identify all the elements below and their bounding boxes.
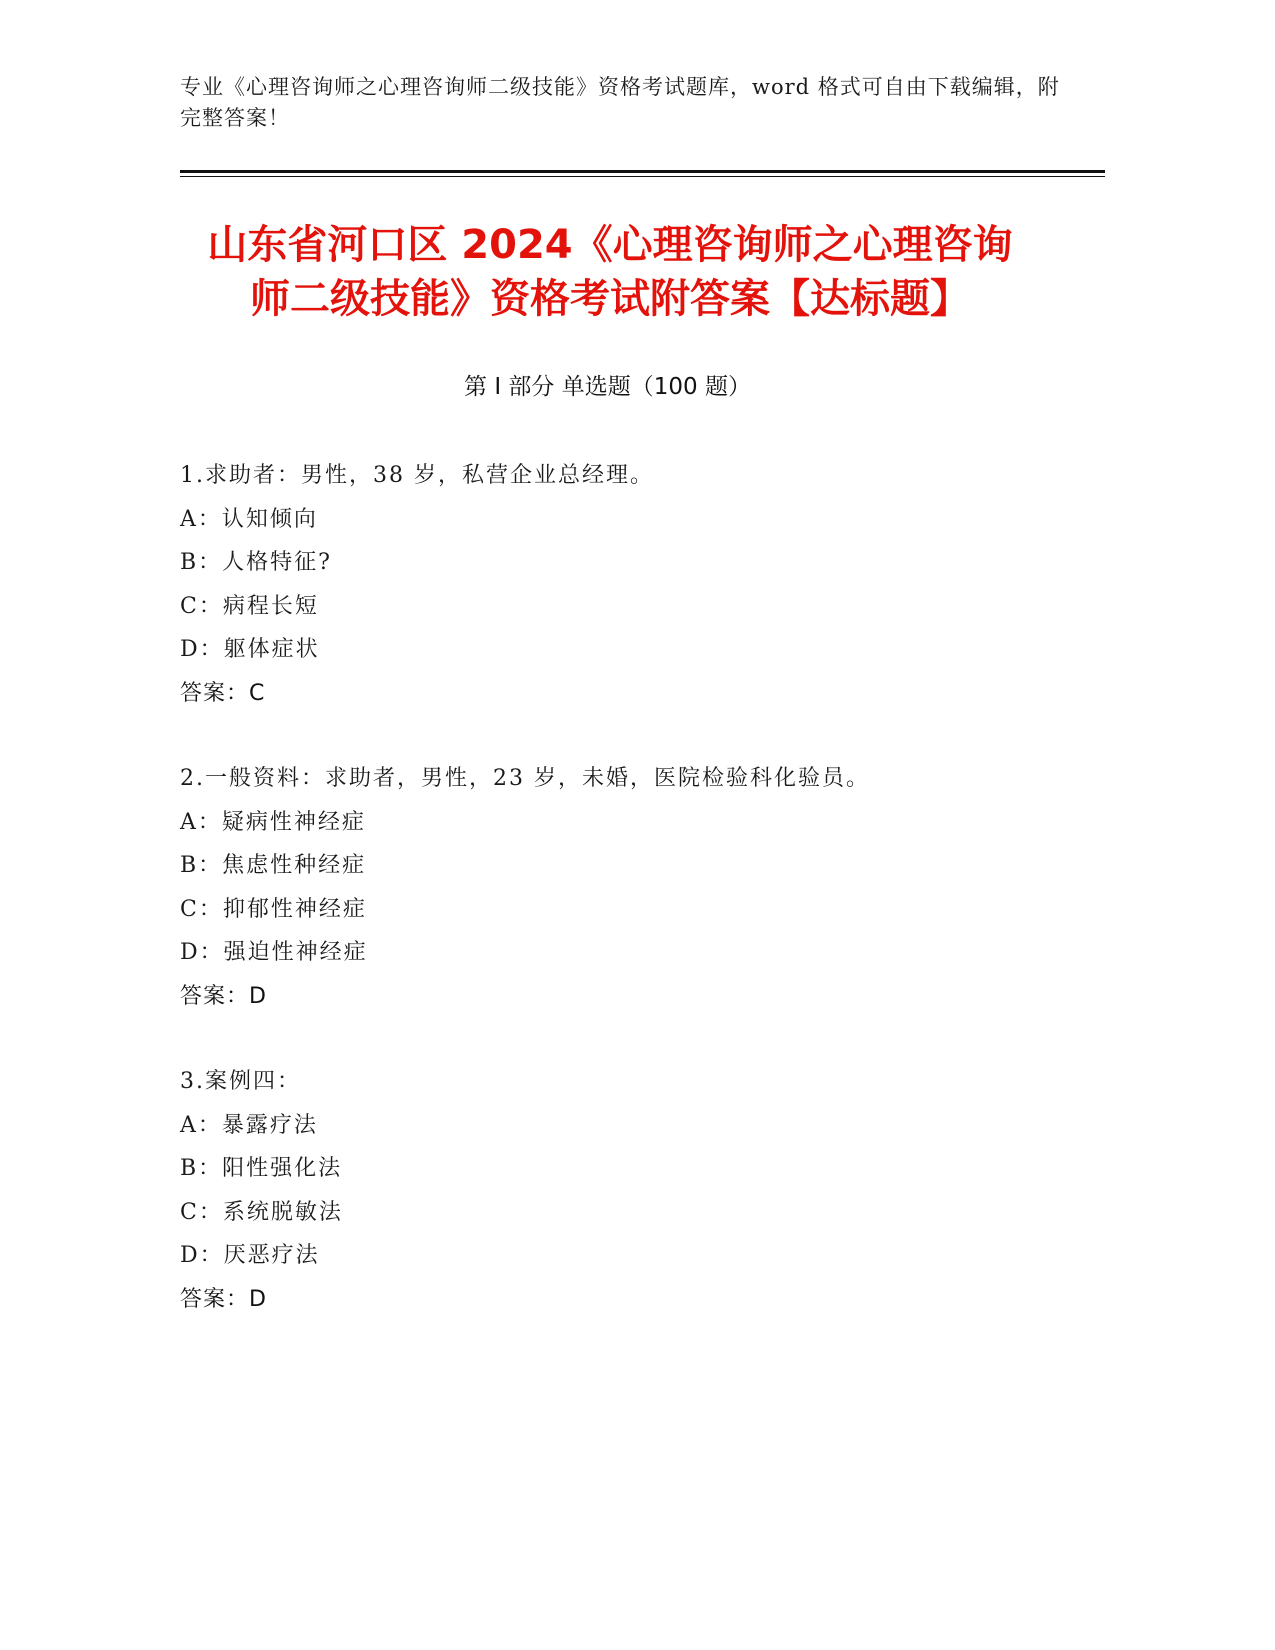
option-a: A：暴露疗法 [180, 1112, 318, 1138]
option-a: A：认知倾向 [180, 506, 318, 532]
answer: 答案：D [180, 983, 267, 1009]
option-b: B：人格特征? [180, 550, 332, 575]
question-list [180, 456, 1100, 1365]
option-d: D：躯体症状 [180, 637, 320, 662]
option-c: C：病程长短 [180, 593, 319, 619]
document-title-line-2: 师二级技能》资格考试附答案【达标题】 [250, 276, 970, 322]
option-c: C：抑郁性神经症 [180, 896, 367, 922]
question-3 [180, 1062, 1100, 1323]
header-divider-thin [180, 176, 1105, 177]
option-c: C：系统脱敏法 [180, 1199, 343, 1225]
document-title [160, 218, 1060, 326]
section-title: 第 I 部分 单选题（100 题） [464, 374, 751, 400]
option-d: D：厌恶疗法 [180, 1243, 320, 1268]
option-b: B：阳性强化法 [180, 1156, 343, 1181]
question-stem: 2.一般资料：求助者，男性，23 岁，未婚，医院检验科化验员。 [180, 766, 870, 791]
header-divider-thick [180, 170, 1105, 173]
question-stem: 1.求助者：男性，38 岁，私营企业总经理。 [180, 463, 654, 488]
option-a: A：疑病性神经症 [180, 809, 366, 835]
question-2 [180, 759, 1100, 1020]
header-note: 专业《心理咨询师之心理咨询师二级技能》资格考试题库，word 格式可自由下载编辑，附完整答案！ [180, 75, 1060, 130]
question-1 [180, 456, 1100, 717]
answer: 答案：D [180, 1286, 267, 1312]
question-stem: 3.案例四： [180, 1069, 301, 1094]
answer: 答案：C [180, 680, 266, 706]
option-b: B：焦虑性种经症 [180, 853, 367, 878]
document-title-line-1: 山东省河口区 2024《心理咨询师之心理咨询 [207, 222, 1013, 268]
option-d: D：强迫性神经症 [180, 940, 368, 965]
